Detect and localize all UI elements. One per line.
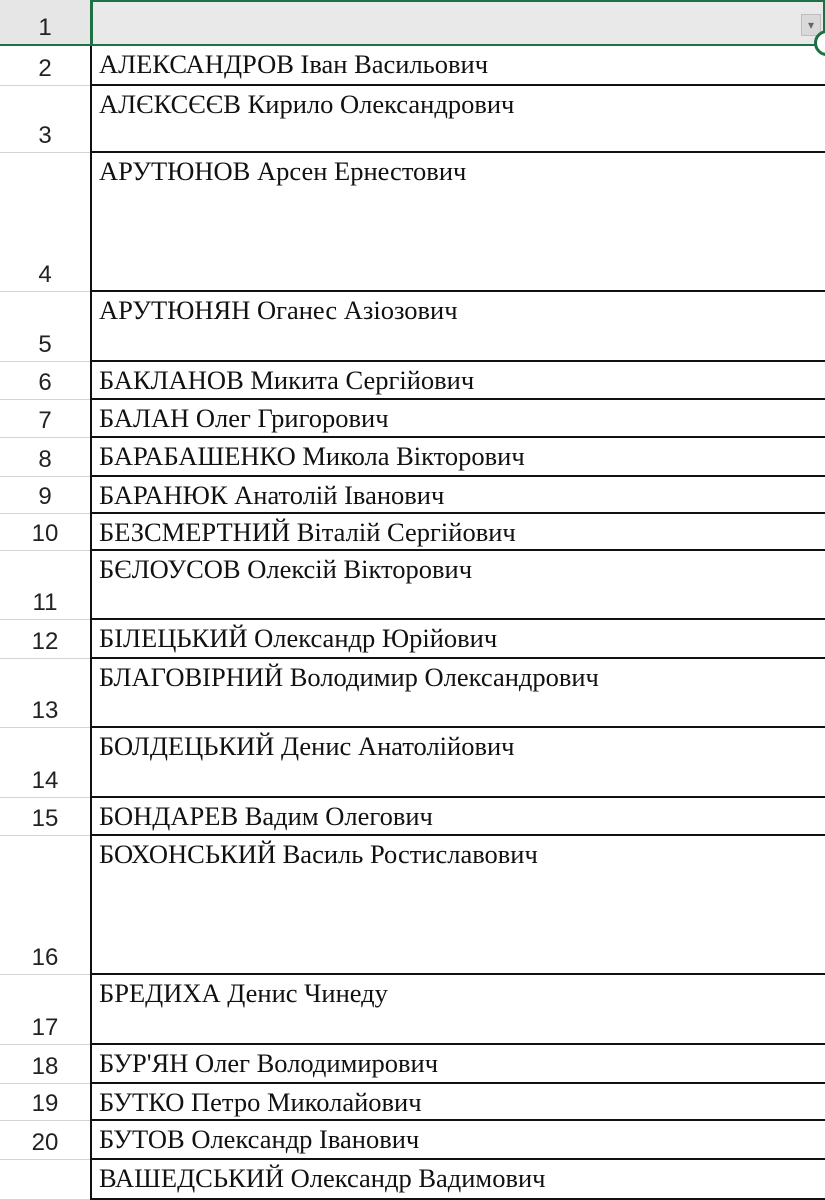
name-cell[interactable]: БАКЛАНОВ Микита Сергійович <box>90 362 825 400</box>
row-header[interactable]: 11 <box>0 551 90 620</box>
table-row <box>0 975 825 1045</box>
table-row <box>0 438 825 477</box>
table-row <box>0 1160 825 1200</box>
name-cell[interactable]: АРУТЮНЯН Оганес Азіозович <box>90 292 825 362</box>
row-header[interactable]: 4 <box>0 153 90 292</box>
table-row <box>0 153 825 292</box>
table-row <box>0 362 825 400</box>
name-cell[interactable]: АЛЄКСЄЄВ Кирило Олександрович <box>90 86 825 153</box>
table-row <box>0 1045 825 1084</box>
row-header[interactable] <box>0 1160 90 1200</box>
name-cell[interactable]: БІЛЕЦЬКИЙ Олександр Юрійович <box>90 620 825 659</box>
name-cell[interactable]: БОНДАРЕВ Вадим Олегович <box>90 798 825 836</box>
filter-dropdown-icon[interactable]: ▾ <box>801 14 821 36</box>
row-header[interactable]: 17 <box>0 975 90 1045</box>
row-header[interactable]: 16 <box>0 836 90 975</box>
name-cell[interactable]: АРУТЮНОВ Арсен Ернестович <box>90 153 825 292</box>
name-cell[interactable]: БУР'ЯН Олег Володимирович <box>90 1045 825 1084</box>
table-row <box>0 620 825 659</box>
table-row <box>0 514 825 551</box>
table-row <box>0 728 825 798</box>
row-header[interactable]: 19 <box>0 1084 90 1121</box>
row-header[interactable]: 14 <box>0 728 90 798</box>
table-row <box>0 1084 825 1121</box>
selected-cell-a1[interactable] <box>90 0 825 46</box>
table-row <box>0 836 825 975</box>
name-cell[interactable]: БОХОНСЬКИЙ Василь Ростиславович <box>90 836 825 975</box>
row-header[interactable]: 13 <box>0 659 90 728</box>
row-header[interactable]: 12 <box>0 620 90 659</box>
row-header[interactable]: 8 <box>0 438 90 477</box>
row-header[interactable]: 7 <box>0 400 90 438</box>
row-header[interactable]: 3 <box>0 86 90 153</box>
name-cell[interactable]: БЛАГОВІРНИЙ Володимир Олександрович <box>90 659 825 728</box>
row-header[interactable]: 15 <box>0 798 90 836</box>
row-header[interactable]: 5 <box>0 292 90 362</box>
table-row <box>0 477 825 514</box>
table-row <box>0 46 825 86</box>
header-row <box>0 0 825 46</box>
name-cell[interactable]: БРЕДИХА Денис Чинеду <box>90 975 825 1045</box>
name-cell[interactable]: АЛЕКСАНДРОВ Іван Васильович <box>90 46 825 86</box>
row-header[interactable]: 18 <box>0 1045 90 1084</box>
row-header[interactable]: 2 <box>0 46 90 86</box>
table-row <box>0 86 825 153</box>
row-header[interactable]: 6 <box>0 362 90 400</box>
name-cell[interactable]: БЄЛОУСОВ Олексій Вікторович <box>90 551 825 620</box>
table-row <box>0 400 825 438</box>
row-header[interactable]: 10 <box>0 514 90 551</box>
name-cell[interactable]: ВАШЕДСЬКИЙ Олександр Вадимович <box>90 1160 825 1200</box>
name-cell[interactable]: БЕЗСМЕРТНИЙ Віталій Сергійович <box>90 514 825 551</box>
name-cell[interactable]: БУТОВ Олександр Іванович <box>90 1121 825 1160</box>
row-header-1[interactable]: 1 <box>0 0 90 46</box>
name-cell[interactable]: БАРАБАШЕНКО Микола Вікторович <box>90 438 825 477</box>
row-header[interactable]: 20 <box>0 1121 90 1160</box>
table-row <box>0 292 825 362</box>
name-cell[interactable]: БОЛДЕЦЬКИЙ Денис Анатолійович <box>90 728 825 798</box>
name-cell[interactable]: БУТКО Петро Миколайович <box>90 1084 825 1121</box>
name-cell[interactable]: БАЛАН Олег Григорович <box>90 400 825 438</box>
table-row <box>0 798 825 836</box>
table-row <box>0 659 825 728</box>
table-row <box>0 551 825 620</box>
table-row <box>0 1121 825 1160</box>
name-cell[interactable]: БАРАНЮК Анатолій Іванович <box>90 477 825 514</box>
row-header[interactable]: 9 <box>0 477 90 514</box>
